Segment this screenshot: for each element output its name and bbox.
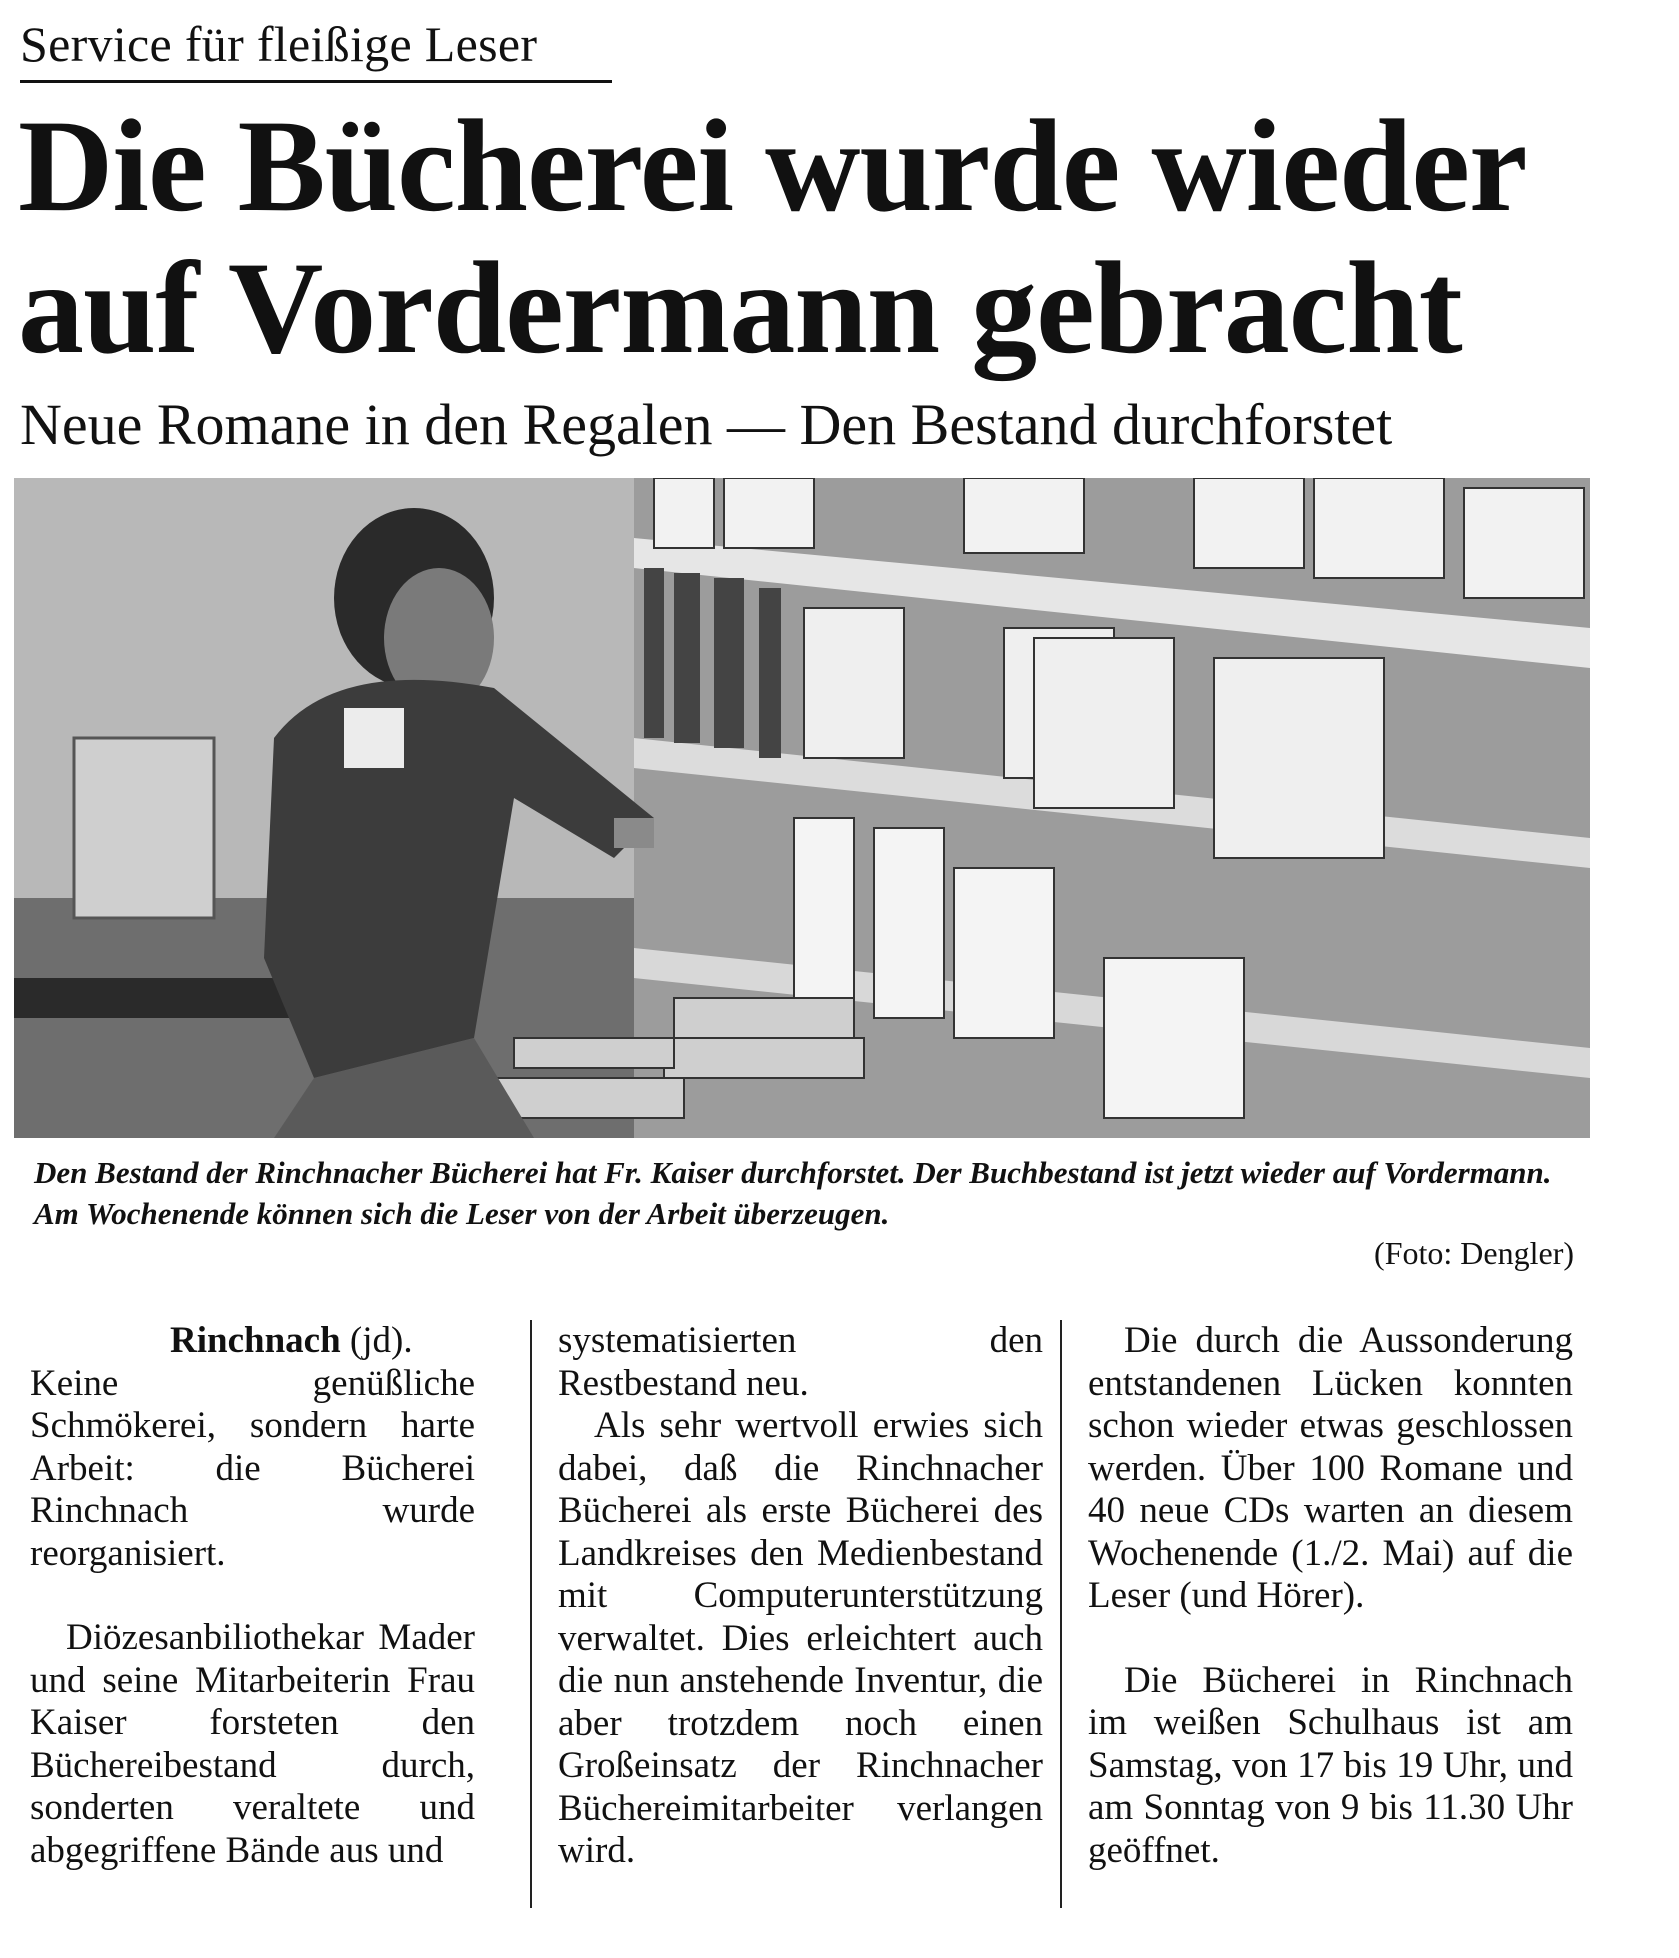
- body-column-3: [1088, 1320, 1573, 1872]
- paragraph: Die durch die Aussonderung entstandenen Lücken konnten schon wieder etwas geschlossen werden. Über 100 Romane und 40 neue CDs warten an diesem Wochenende (1./2. Mai) auf die Leser (und Hörer).: [1088, 1320, 1573, 1616]
- paragraph: Als sehr wertvoll erwies sich dabei, daß die Rinchnacher Bücherei als erste Bücherei des Landkreises den Medienbestand mit Computerunterstützung verwaltet. Dies erleichtert auch die nun anstehende Inventur, die aber trotzdem noch einen Großeinsatz der Rinchnacher Büchereimitarbeiter verlangen wird.: [558, 1405, 1043, 1871]
- dateline-suffix: (jd).: [340, 1320, 413, 1361]
- photo-caption: Den Bestand der Rinchnacher Bücherei hat Fr. Kaiser durchforstet. Der Buchbestand ist jetzt wieder auf Vordermann. Am Wochenende können sich die Leser von der Arbeit überzeugen.: [34, 1155, 1552, 1231]
- paragraph: Die Bücherei in Rinchnach im weißen Schulhaus ist am Samstag, von 17 bis 19 Uhr, und am Sonntag von 9 bis 11.30 Uhr geöffnet.: [1088, 1659, 1573, 1871]
- body-column-1: [30, 1320, 475, 1872]
- paragraph: Keine genüßliche Schmökerei, sondern harte Arbeit: die Bücherei Rinchnach wurde reorganisiert.: [30, 1362, 475, 1574]
- body-column-2: [558, 1320, 1043, 1873]
- headline: Die Bücherei wurde wieder auf Vordermann gebracht: [18, 92, 1527, 381]
- subheadline: Neue Romane in den Regalen — Den Bestand durchforstet: [20, 392, 1393, 457]
- kicker-underline: [20, 80, 612, 83]
- photo-library-shelves: [14, 478, 1590, 1138]
- lead-paragraph: [30, 1320, 475, 1363]
- photo-credit: (Foto: Dengler): [1374, 1235, 1574, 1271]
- paragraph: Diözesanbiliothekar Mader und seine Mitarbeiterin Frau Kaiser forsteten den Büchereibestand durch, sonderten veraltete und abgegriffene Bände aus und: [30, 1617, 475, 1871]
- column-rule: [530, 1320, 532, 1908]
- column-rule: [1060, 1320, 1062, 1908]
- kicker: Service für fleißige Leser: [20, 16, 538, 72]
- paragraph: systematisierten den Restbestand neu.: [558, 1320, 1043, 1404]
- dateline: Rinchnach: [170, 1320, 341, 1361]
